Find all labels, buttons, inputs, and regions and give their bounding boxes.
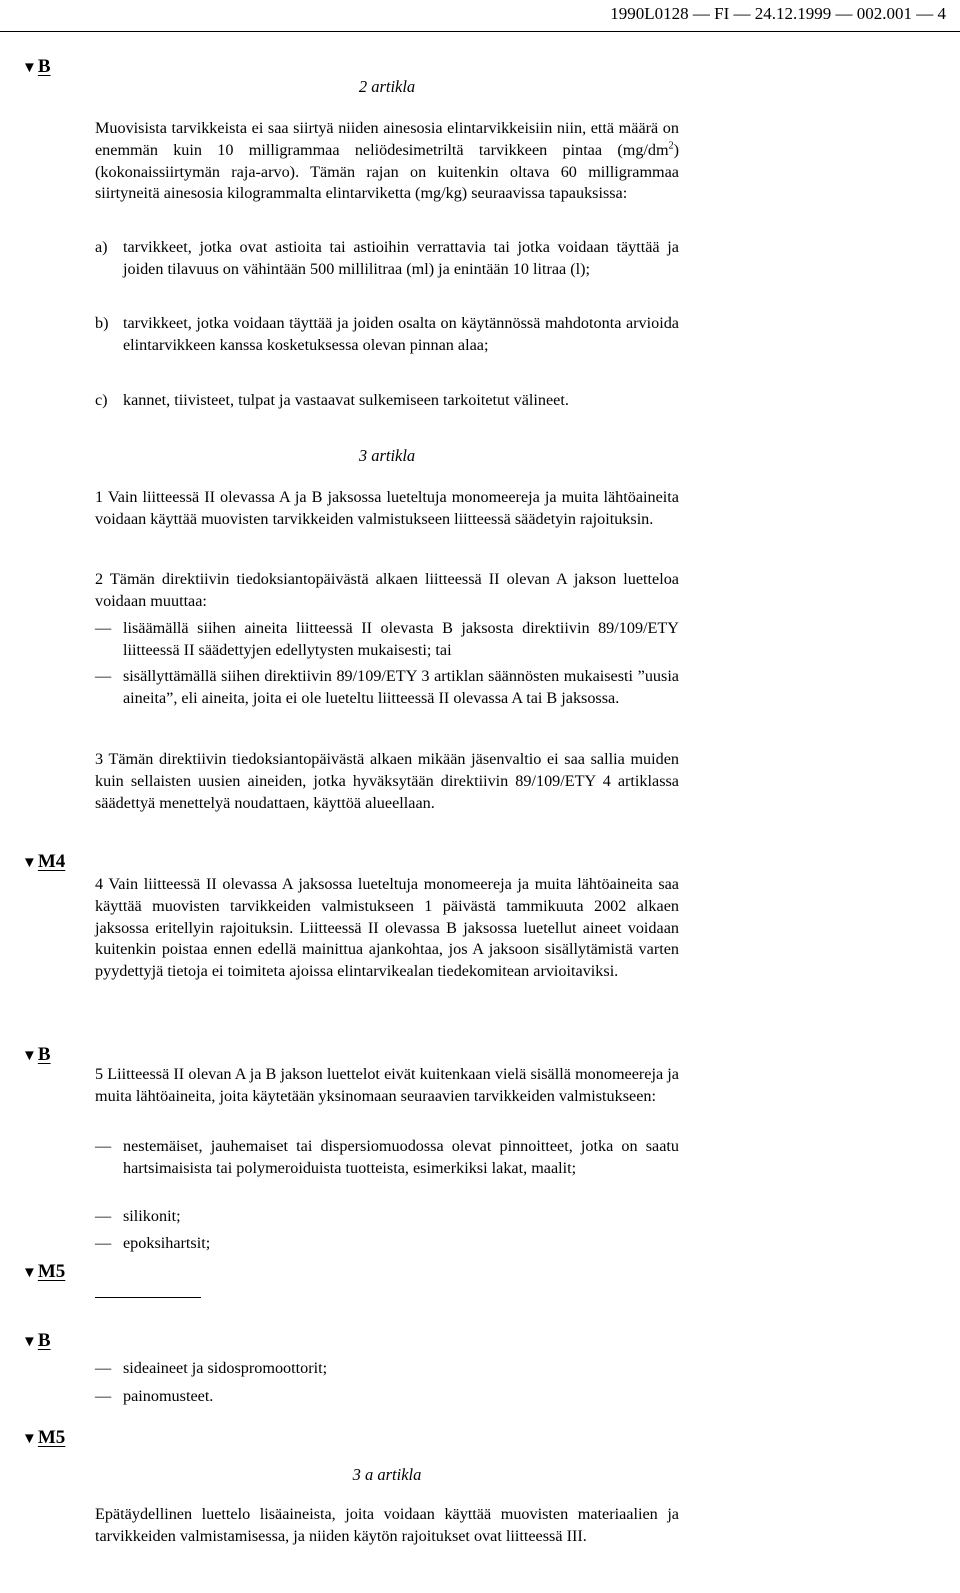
item-text: tarvikkeet, jotka voidaan täyttää ja joiden osalta on käytännössä mahdotonta arvioida elintarvikkeen kanssa kosketuksessa olevan pinnan alaa; (123, 314, 679, 354)
amendment-marker-b (22, 1330, 51, 1352)
dash-bullet: — (95, 619, 112, 637)
triangle-down-icon: ▼ (22, 1048, 37, 1064)
list-item (95, 1233, 679, 1255)
item-text: lisäämällä siihen aineita liitteessä II olevasta B jaksosta direktiivin 89/109/ETY liitteessä II säädettyjen edellytysten mukaisesti; tai (123, 619, 679, 659)
dash-bullet: — (95, 667, 112, 685)
article-3-paragraph-4: 4 Vain liitteessä II olevassa A jaksossa lueteltuja monomeereja ja muita lähtöaineita saa käyttää muovisten tarvikkeiden valmistukseen 1 päivästä tammikuuta 2002 alkaen jaksossa eritellyin rajoituksin. Liitteessä II olevassa B jaksossa luetellut aineet voidaan kuitenkin poistaa ennen edellä mainittua ajankohtaa, jos A jaksoon sisällytämistä varten pyydettyjä tietoja ei toimiteta ajoissa elintarvikealan tiedekomitean arvioitaviksi. (95, 875, 679, 981)
list-item (95, 313, 679, 357)
list-item (95, 237, 679, 281)
intro-text: Muovisista tarvikkeista ei saa siirtyä niiden ainesosia elintarvikkeisiin niin, että määrä on enemmän kuin 10 milligrammaa neliödesimetriltä tarvikkeen pintaa (mg/dm (95, 119, 679, 159)
marker-code: M5 (37, 1261, 66, 1282)
item-label: a) (95, 238, 108, 256)
dash-bullet: — (95, 1387, 112, 1405)
dash-bullet: — (95, 1359, 112, 1377)
list-item (95, 1136, 679, 1180)
list-item (95, 1206, 679, 1228)
triangle-down-icon: ▼ (22, 1265, 37, 1281)
item-text: epoksihartsit; (123, 1234, 211, 1252)
triangle-down-icon: ▼ (22, 60, 37, 76)
article-3-paragraph-2: 2 Tämän direktiivin tiedoksiantopäivästä alkaen liitteessä II olevan A jakson luetteloa voidaan muuttaa: (95, 570, 679, 610)
amendment-marker-m5 (22, 1427, 65, 1449)
article-3a-title: 3 a artikla (352, 1465, 422, 1484)
item-text: sideaineet ja sidospromoottorit; (123, 1359, 328, 1377)
item-label: b) (95, 314, 109, 332)
dash-bullet: — (95, 1137, 112, 1155)
item-text: sisällyttämällä siihen direktiivin 89/109/ETY 3 artiklan säännösten mukaisesti ”uusia aineita”, eli aineita, joita ei ole lueteltu liitteessä II olevassa A tai B jaksossa. (123, 667, 679, 707)
header-rule (0, 31, 960, 32)
list-item (95, 618, 679, 662)
intro-text: )(kokonaissiirtymän raja-arvo). Tämän rajan on kuitenkin oltava 60 milligrammaa siirtyneitä ainesosia kilogrammalta elintarviketta (mg/kg) seuraavissa tapauksissa: (95, 140, 679, 203)
dash-bullet: — (95, 1234, 112, 1252)
amendment-marker-m4 (22, 851, 65, 873)
list-item (95, 1386, 679, 1408)
triangle-down-icon: ▼ (22, 1431, 37, 1447)
marker-code: M4 (37, 851, 66, 872)
item-text: painomusteet. (123, 1387, 214, 1405)
item-label: c) (95, 391, 108, 409)
list-item (95, 390, 679, 412)
article-3a-paragraph: Epätäydellinen luettelo lisäaineista, joita voidaan käyttää muovisten materiaalien ja tarvikkeiden valmistamisessa, ja niiden käytön rajoitukset ovat liitteessä III. (95, 1505, 679, 1545)
triangle-down-icon: ▼ (22, 855, 37, 871)
running-header: 1990L0128 — FI — 24.12.1999 — 002.001 — 4 (610, 4, 946, 23)
marker-code: B (37, 56, 51, 77)
marker-code: B (37, 1044, 51, 1065)
marker-code: B (37, 1330, 51, 1351)
article-3-paragraph-1: 1 Vain liitteessä II olevassa A ja B jaksossa lueteltuja monomeereja ja muita lähtöaineita voidaan käyttää muovisten tarvikkeiden valmistukseen liitteessä säädetyin rajoituksin. (95, 488, 679, 528)
amendment-marker-b (22, 56, 51, 78)
item-text: tarvikkeet, jotka ovat astioita tai astioihin verrattavia tai jotka voidaan täyttää ja joiden tilavuus on vähintään 500 millilitraa (ml) ja enintään 10 litraa (l); (123, 238, 679, 278)
amendment-marker-b (22, 1044, 51, 1066)
marker-code: M5 (37, 1427, 66, 1448)
article-3-paragraph-5: 5 Liitteessä II olevan A ja B jakson luettelot eivät kuitenkaan vielä sisällä monomeereja ja muita lähtöaineita, joita käytetään yksinomaan seuraavien tarvikkeiden valmistukseen: (95, 1065, 679, 1105)
triangle-down-icon: ▼ (22, 1334, 37, 1350)
article-3-title: 3 artikla (358, 446, 416, 465)
list-item (95, 1358, 679, 1380)
article-2-title: 2 artikla (358, 77, 416, 96)
item-text: kannet, tiivisteet, tulpat ja vastaavat sulkemiseen tarkoitetut välineet. (123, 391, 569, 409)
item-text: nestemäiset, jauhemaiset tai dispersiomuodossa olevat pinnoitteet, jotka on saatu hartsimaisista tai polymeroiduista tuotteista, esimerkiksi lakat, maalit; (123, 1137, 679, 1177)
amendment-marker-m5 (22, 1261, 65, 1283)
article-3-paragraph-3: 3 Tämän direktiivin tiedoksiantopäivästä alkaen mikään jäsenvaltio ei saa sallia muiden kuin sellaisten uusien aineiden, jotka hyväksytään direktiivin 89/109/ETY 4 artiklassa säädettyä menettelyä noudattaen, käyttöä alueellaan. (95, 750, 679, 812)
item-text: silikonit; (123, 1207, 181, 1225)
article-2-intro (95, 118, 679, 205)
omission-rule (95, 1297, 201, 1298)
list-item (95, 666, 679, 710)
dash-bullet: — (95, 1207, 112, 1225)
superscript: 2 (668, 140, 674, 152)
